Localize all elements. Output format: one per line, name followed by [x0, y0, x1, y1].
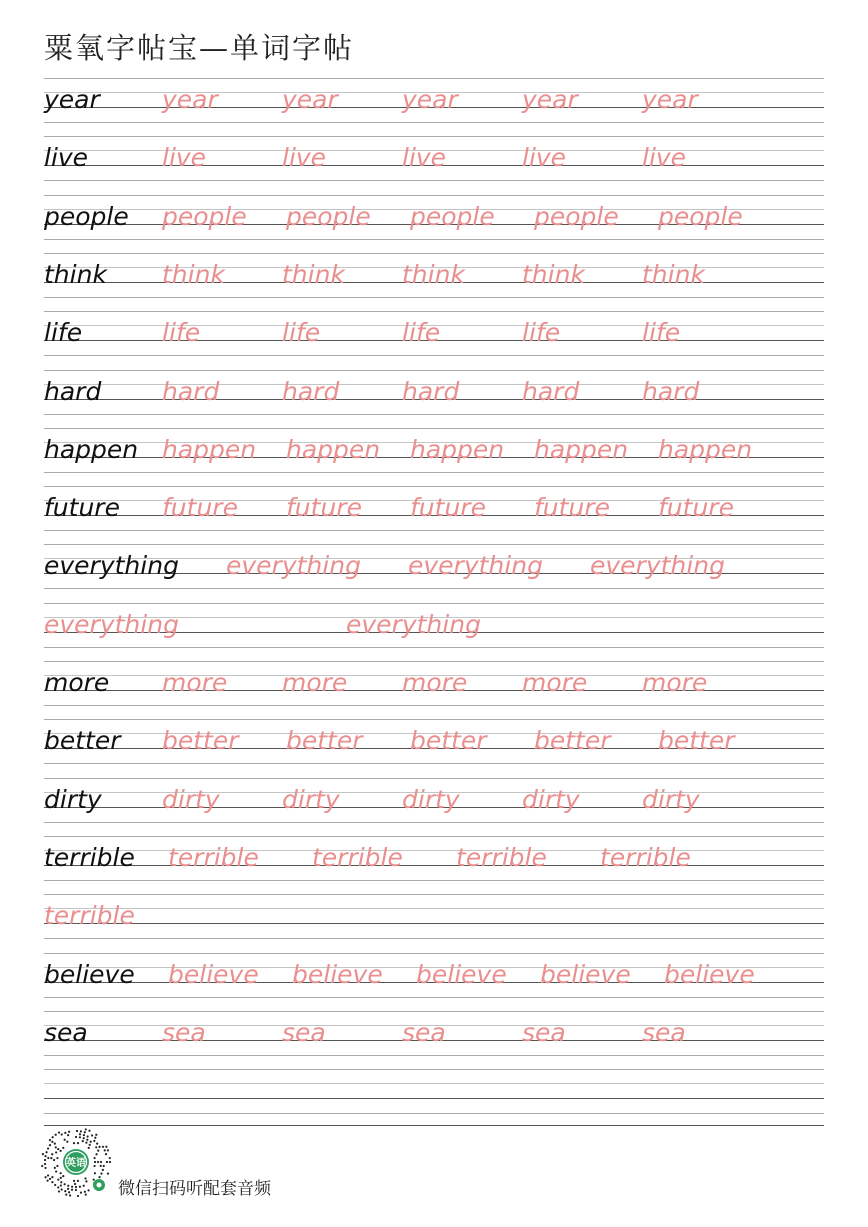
trace-word: live	[162, 143, 207, 173]
trace-word: future	[286, 493, 362, 523]
qr-dot	[93, 1165, 95, 1167]
trace-word: life	[642, 318, 681, 348]
trace-word: future	[162, 493, 238, 523]
qr-dot	[55, 1146, 57, 1148]
writing-row	[44, 486, 824, 544]
base-guide-line	[44, 923, 824, 924]
trace-word: terrible	[600, 842, 691, 872]
qr-dot	[84, 1177, 86, 1179]
qr-dot	[51, 1176, 53, 1178]
qr-dot	[105, 1153, 107, 1155]
trace-word: better	[534, 726, 611, 756]
qr-dot	[56, 1165, 58, 1167]
trace-word: terrible	[456, 842, 547, 872]
qr-dot	[60, 1177, 62, 1179]
qr-dot	[85, 1193, 87, 1195]
trace-word: happen	[534, 434, 629, 464]
ascender-guide-line	[44, 544, 824, 545]
model-word: better	[44, 726, 121, 756]
writing-row	[44, 894, 824, 952]
qr-dot	[102, 1169, 104, 1171]
ascender-guide-line	[44, 486, 824, 487]
writing-row	[44, 953, 824, 1011]
qr-dot	[45, 1151, 47, 1153]
descender-guide-line	[44, 588, 824, 589]
qr-dot	[89, 1144, 91, 1146]
ascender-guide-line	[44, 953, 824, 954]
qr-dot	[102, 1146, 104, 1148]
qr-dot	[94, 1161, 96, 1163]
model-word: live	[44, 143, 89, 173]
qr-dot	[77, 1195, 79, 1197]
qr-dot	[54, 1167, 56, 1169]
writing-row	[44, 836, 824, 894]
trace-word: hard	[282, 376, 340, 406]
qr-dot	[44, 1163, 46, 1165]
trace-word: dirty	[402, 784, 460, 814]
mid-guide-line	[44, 1083, 824, 1084]
descender-guide-line	[44, 822, 824, 823]
qr-dot	[58, 1131, 60, 1133]
descender-guide-line	[44, 647, 824, 648]
qr-dot	[56, 1157, 58, 1159]
qr-dot	[98, 1176, 100, 1178]
trace-word: life	[522, 318, 561, 348]
descender-guide-line	[44, 1055, 824, 1056]
qr-dot	[75, 1186, 77, 1188]
qr-dot	[85, 1142, 87, 1144]
qr-dot	[87, 1135, 89, 1137]
trace-word: everything	[226, 551, 361, 581]
descender-guide-line	[44, 180, 824, 181]
trace-word: future	[534, 493, 610, 523]
ascender-guide-line	[44, 1011, 824, 1012]
trace-word: terrible	[168, 842, 259, 872]
trace-word: everything	[408, 551, 543, 581]
model-word: sea	[44, 1017, 88, 1047]
qr-dot	[100, 1173, 102, 1175]
trace-word: sea	[162, 1017, 206, 1047]
ascender-guide-line	[44, 719, 824, 720]
qr-dot	[54, 1184, 56, 1186]
qr-dot	[57, 1148, 59, 1150]
qr-dot	[98, 1146, 100, 1148]
trace-word: think	[402, 259, 465, 289]
trace-word: everything	[44, 609, 179, 639]
qr-dot	[67, 1188, 69, 1190]
trace-word: future	[410, 493, 486, 523]
qr-dot	[65, 1193, 67, 1195]
descender-guide-line	[44, 414, 824, 415]
qr-dot	[75, 1136, 77, 1138]
model-word: terrible	[44, 842, 135, 872]
qr-dot	[47, 1157, 49, 1159]
qr-dot	[96, 1153, 98, 1155]
model-word: think	[44, 259, 107, 289]
trace-word: people	[162, 201, 247, 231]
writing-row	[44, 778, 824, 836]
writing-row	[44, 544, 824, 602]
writing-row	[44, 311, 824, 369]
trace-word: think	[522, 259, 585, 289]
qr-dot	[57, 1186, 59, 1188]
trace-word: more	[162, 668, 228, 697]
trace-word: sea	[642, 1017, 686, 1047]
writing-row	[44, 661, 824, 719]
trace-word: year	[162, 85, 218, 114]
trace-word: hard	[642, 376, 700, 406]
qr-dot	[83, 1137, 85, 1139]
qr-dot	[71, 1189, 73, 1191]
qr-dot	[60, 1150, 62, 1152]
qr-dot	[44, 1167, 46, 1169]
qr-dot	[109, 1161, 111, 1163]
trace-word: sea	[402, 1017, 446, 1047]
ascender-guide-line	[44, 78, 824, 79]
trace-word: think	[642, 259, 705, 289]
ascender-guide-line	[44, 370, 824, 371]
qr-dot	[75, 1189, 77, 1191]
trace-word: dirty	[642, 784, 700, 814]
trace-word: more	[522, 668, 588, 697]
qr-dot	[95, 1146, 97, 1148]
ascender-guide-line	[44, 603, 824, 604]
qr-dot	[79, 1133, 81, 1135]
trace-word: future	[658, 493, 734, 523]
qr-dot	[107, 1173, 109, 1175]
trace-word: live	[282, 143, 327, 173]
qr-dot	[62, 1147, 64, 1149]
trace-word: people	[410, 201, 495, 231]
descender-guide-line	[44, 705, 824, 706]
ascender-guide-line	[44, 836, 824, 837]
qr-dot	[93, 1140, 95, 1142]
trace-word: dirty	[522, 784, 580, 814]
qr-dot	[64, 1183, 66, 1185]
trace-word: year	[522, 85, 578, 114]
descender-guide-line	[44, 880, 824, 881]
qr-dot	[45, 1176, 47, 1178]
qr-dot	[64, 1139, 66, 1141]
trace-word: more	[642, 668, 708, 697]
writing-row	[44, 370, 824, 428]
trace-word: year	[282, 85, 338, 114]
trace-word: life	[402, 318, 441, 348]
trace-word: believe	[292, 959, 383, 989]
trace-word: dirty	[162, 784, 220, 814]
qr-dot	[100, 1161, 102, 1163]
writing-row	[44, 195, 824, 253]
trace-word: think	[162, 259, 225, 289]
trace-word: terrible	[312, 842, 403, 872]
qr-dot	[77, 1142, 79, 1144]
trace-word: sea	[522, 1017, 566, 1047]
descender-guide-line	[44, 763, 824, 764]
qr-dot	[88, 1130, 90, 1132]
ascender-guide-line	[44, 1069, 824, 1070]
qr-dot	[57, 1179, 59, 1181]
qr-dot	[107, 1149, 109, 1151]
ascender-guide-line	[44, 661, 824, 662]
qr-code-icon[interactable]	[40, 1126, 112, 1198]
mid-guide-line	[44, 908, 824, 909]
qr-dot	[103, 1165, 105, 1167]
qr-dot	[91, 1134, 93, 1136]
trace-word: year	[402, 85, 458, 114]
qr-dot	[61, 1188, 63, 1190]
qr-dot	[55, 1134, 57, 1136]
qr-dot	[94, 1137, 96, 1139]
qr-dot	[55, 1151, 57, 1153]
qr-dot	[51, 1181, 53, 1183]
trace-word: happen	[410, 434, 505, 464]
trace-word: think	[282, 259, 345, 289]
qr-dot	[54, 1143, 56, 1145]
page-title: 粟氧字帖宝—单词字帖	[44, 31, 355, 65]
descender-guide-line	[44, 472, 824, 473]
qr-dot	[109, 1157, 111, 1159]
qr-dot	[44, 1159, 46, 1161]
model-word: future	[44, 493, 120, 523]
qr-dot	[60, 1172, 62, 1174]
qr-dot	[97, 1150, 99, 1152]
trace-word: people	[286, 201, 371, 231]
trace-word: live	[642, 143, 687, 173]
qr-dot	[41, 1165, 43, 1167]
trace-word: people	[658, 201, 743, 231]
qr-badge-label: 英语	[66, 1158, 86, 1169]
qr-dot	[73, 1142, 75, 1144]
descender-guide-line	[44, 938, 824, 939]
trace-word: better	[410, 726, 487, 756]
trace-word: life	[162, 318, 201, 348]
model-word: life	[44, 318, 83, 348]
trace-word: hard	[522, 376, 580, 406]
model-word: hard	[44, 376, 102, 406]
qr-dot	[80, 1192, 82, 1194]
trace-word: believe	[664, 959, 755, 989]
qr-dot	[96, 1143, 98, 1145]
descender-guide-line	[44, 1113, 824, 1114]
qr-dot	[85, 1180, 87, 1182]
qr-dot	[106, 1161, 108, 1163]
descender-guide-line	[44, 122, 824, 123]
trace-word: hard	[402, 376, 460, 406]
writing-row	[44, 428, 824, 486]
qr-dot	[64, 1190, 66, 1192]
qr-dot	[87, 1189, 89, 1191]
descender-guide-line	[44, 530, 824, 531]
qr-dot	[68, 1131, 70, 1133]
ascender-guide-line	[44, 428, 824, 429]
trace-word: better	[658, 726, 735, 756]
qr-dot	[66, 1141, 68, 1143]
qr-dot	[80, 1130, 82, 1132]
qr-dot	[83, 1185, 85, 1187]
ascender-guide-line	[44, 195, 824, 196]
qr-dot	[82, 1140, 84, 1142]
qr-dot	[47, 1147, 49, 1149]
qr-dot	[105, 1146, 107, 1148]
qr-dot	[60, 1184, 62, 1186]
qr-dot	[67, 1185, 69, 1187]
model-word: more	[44, 668, 110, 697]
qr-dot	[64, 1132, 66, 1134]
trace-word: happen	[162, 434, 257, 464]
trace-word: everything	[590, 551, 725, 581]
qr-dot	[46, 1180, 48, 1182]
qr-dot	[84, 1191, 86, 1193]
trace-word: happen	[658, 434, 753, 464]
qr-dot	[74, 1183, 76, 1185]
qr-dot	[49, 1144, 51, 1146]
trace-word: live	[402, 143, 447, 173]
qr-dot	[50, 1157, 52, 1159]
trace-word: hard	[162, 376, 220, 406]
qr-dot	[47, 1174, 49, 1176]
writing-row	[44, 253, 824, 311]
model-word: believe	[44, 959, 135, 989]
writing-row	[44, 719, 824, 777]
descender-guide-line	[44, 355, 824, 356]
qr-dot	[42, 1153, 44, 1155]
writing-row	[44, 1011, 824, 1069]
qr-dot	[93, 1157, 95, 1159]
trace-word: year	[642, 85, 698, 114]
ascender-guide-line	[44, 136, 824, 137]
qr-dot	[84, 1131, 86, 1133]
trace-word: dirty	[282, 784, 340, 814]
trace-word: live	[522, 143, 567, 173]
qr-dot	[53, 1159, 55, 1161]
descender-guide-line	[44, 297, 824, 298]
qr-dot	[61, 1133, 63, 1135]
base-guide-line	[44, 1098, 824, 1099]
qr-dot	[68, 1191, 70, 1193]
trace-word: better	[162, 726, 239, 756]
trace-word: happen	[286, 434, 381, 464]
trace-word: better	[286, 726, 363, 756]
writing-sheet	[44, 78, 824, 1118]
qr-dot	[76, 1130, 78, 1132]
trace-word: everything	[346, 609, 481, 639]
qr-dot	[60, 1181, 62, 1183]
qr-dot	[86, 1139, 88, 1141]
writing-row	[44, 136, 824, 194]
qr-dot	[90, 1141, 92, 1143]
trace-word: more	[282, 668, 348, 697]
writing-row	[44, 78, 824, 136]
model-word: everything	[44, 551, 179, 581]
trace-word: terrible	[44, 901, 135, 931]
trace-word: sea	[282, 1017, 326, 1047]
trace-word: life	[282, 318, 321, 348]
qr-dot	[85, 1128, 87, 1130]
audio-caption: 微信扫码听配套音频	[118, 1179, 271, 1199]
trace-word: believe	[416, 959, 507, 989]
qr-dot	[104, 1149, 106, 1151]
model-word: year	[44, 85, 100, 114]
qr-dot	[58, 1190, 60, 1192]
qr-dot	[97, 1161, 99, 1163]
ascender-guide-line	[44, 311, 824, 312]
mid-guide-line	[44, 850, 824, 851]
qr-dot	[51, 1141, 53, 1143]
qr-dot	[49, 1178, 51, 1180]
qr-dot	[100, 1165, 102, 1167]
model-word: people	[44, 201, 129, 231]
writing-row	[44, 1069, 824, 1127]
qr-dot	[69, 1194, 71, 1196]
qr-dot	[67, 1134, 69, 1136]
qr-dot	[49, 1139, 51, 1141]
trace-word: more	[402, 668, 468, 697]
qr-dot	[88, 1147, 90, 1149]
qr-dot	[83, 1134, 85, 1136]
trace-word: believe	[168, 959, 259, 989]
trace-word: people	[534, 201, 619, 231]
descender-guide-line	[44, 239, 824, 240]
qr-dot	[51, 1153, 53, 1155]
qr-dot	[95, 1134, 97, 1136]
ascender-guide-line	[44, 894, 824, 895]
qr-dot	[73, 1180, 75, 1182]
model-word: dirty	[44, 784, 102, 814]
qr-dot	[55, 1170, 57, 1172]
base-guide-line	[44, 865, 824, 866]
qr-dot	[52, 1136, 54, 1138]
ascender-guide-line	[44, 778, 824, 779]
qr-dot	[79, 1136, 81, 1138]
qr-dot	[44, 1155, 46, 1157]
qr-dot	[94, 1172, 96, 1174]
ascender-guide-line	[44, 253, 824, 254]
qr-dot	[71, 1186, 73, 1188]
qr-dot	[93, 1179, 95, 1181]
descender-guide-line	[44, 997, 824, 998]
trace-word: believe	[540, 959, 631, 989]
qr-dot	[79, 1186, 81, 1188]
qr-dot	[77, 1180, 79, 1182]
qr-dot	[62, 1175, 64, 1177]
model-word: happen	[44, 434, 139, 464]
writing-row	[44, 603, 824, 661]
footer	[40, 1126, 360, 1201]
